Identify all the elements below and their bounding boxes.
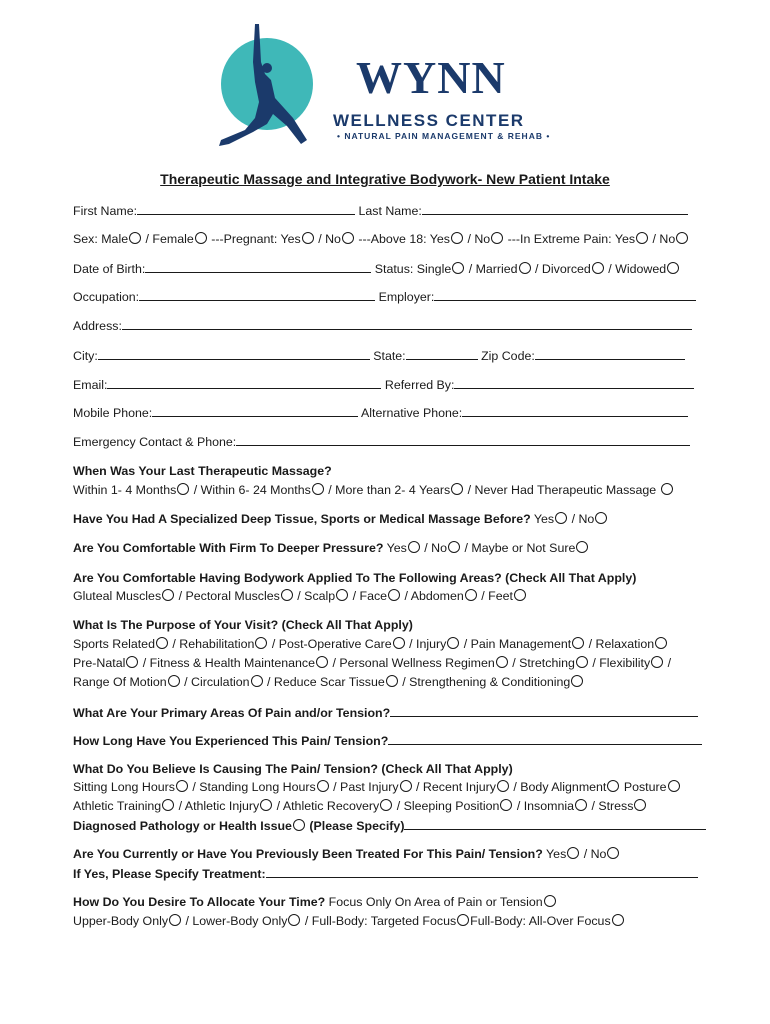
cause-checkbox[interactable] — [634, 799, 646, 811]
purpose-checkbox[interactable] — [496, 656, 508, 668]
emergency-field[interactable] — [236, 434, 690, 446]
pressure-maybe-radio[interactable] — [576, 541, 588, 553]
cause-checkbox[interactable] — [400, 780, 412, 792]
option-label: / Athletic Injury — [178, 799, 260, 813]
treated-no-radio[interactable] — [607, 847, 619, 859]
option-label: Yes — [386, 541, 407, 555]
option-label: / No — [571, 512, 595, 526]
dob-label: Date of Birth: — [73, 262, 146, 276]
option-separator: / — [667, 656, 672, 670]
purpose-checkbox[interactable] — [393, 637, 405, 649]
married-radio[interactable] — [519, 262, 531, 274]
option-label: / Stretching — [512, 656, 575, 670]
cause-checkbox[interactable] — [500, 799, 512, 811]
purpose-row-1 — [73, 637, 668, 651]
above18-no-radio[interactable] — [491, 232, 503, 244]
cause-checkbox[interactable] — [575, 799, 587, 811]
purpose-checkbox[interactable] — [126, 656, 138, 668]
option-label: / Past Injury — [333, 780, 399, 794]
pregnant-no-radio[interactable] — [342, 232, 354, 244]
allocate-radio[interactable] — [544, 895, 556, 907]
purpose-checkbox[interactable] — [255, 637, 267, 649]
causing-row-1 — [73, 780, 681, 794]
option-label: Upper-Body Only — [73, 914, 169, 928]
last-massage-radio[interactable] — [312, 483, 324, 495]
option-label: / Recent Injury — [416, 780, 496, 794]
option-label: / Full-Body: Targeted Focus — [304, 914, 457, 928]
area-checkbox[interactable] — [162, 589, 174, 601]
option-label: / Within 6- 24 Months — [193, 483, 311, 497]
option-label: Focus Only On Area of Pain or Tension — [328, 895, 543, 909]
city-row — [73, 348, 685, 363]
area-checkbox[interactable] — [514, 589, 526, 601]
cause-checkbox[interactable] — [176, 780, 188, 792]
last-massage-radio[interactable] — [451, 483, 463, 495]
pressure-yes-radio[interactable] — [408, 541, 420, 553]
option-label: / Maybe or Not Sure — [464, 541, 576, 555]
allocate-radio[interactable] — [169, 914, 181, 926]
option-label: Yes — [546, 847, 567, 861]
purpose-checkbox[interactable] — [576, 656, 588, 668]
diagnosed-checkbox[interactable] — [293, 819, 305, 831]
specify-label: (Please Specify) — [309, 819, 405, 833]
purpose-checkbox[interactable] — [386, 675, 398, 687]
option-label: Athletic Training — [73, 799, 162, 813]
option-label: / Insomnia — [516, 799, 574, 813]
option-label: Yes — [533, 512, 555, 526]
pressure-no-radio[interactable] — [448, 541, 460, 553]
last-massage-radio[interactable] — [661, 483, 673, 495]
option-label: / No — [583, 847, 607, 861]
pregnant-no-label: / No — [318, 232, 341, 246]
cause-checkbox[interactable] — [497, 780, 509, 792]
purpose-checkbox[interactable] — [651, 656, 663, 668]
brand-subtitle: WELLNESS CENTER — [333, 111, 525, 130]
zip-field[interactable] — [535, 348, 685, 360]
option-label: / Post-Operative Care — [271, 637, 392, 651]
form-title: Therapeutic Massage and Integrative Bodywork- New Patient Intake — [160, 171, 610, 187]
purpose-row-3 — [73, 675, 584, 689]
address-field[interactable] — [122, 318, 692, 330]
phone-row — [73, 405, 688, 420]
single-radio[interactable] — [452, 262, 464, 274]
option-label: / Abdomen — [404, 589, 464, 603]
areas-question: Are You Comfortable Having Bodywork Applied To The Following Areas? (Check All That Apply) — [73, 571, 637, 585]
treatment-field[interactable] — [266, 866, 698, 878]
option-label: Gluteal Muscles — [73, 589, 162, 603]
married-label: / Married — [468, 262, 518, 276]
primary-areas-field[interactable] — [390, 705, 698, 717]
area-checkbox[interactable] — [465, 589, 477, 601]
email-row — [73, 377, 694, 392]
in-pain-no-radio[interactable] — [676, 232, 688, 244]
in-pain-yes-radio[interactable] — [636, 232, 648, 244]
purpose-question: What Is The Purpose of Your Visit? (Check All That Apply) — [73, 618, 413, 632]
option-label: / Pectoral Muscles — [178, 589, 280, 603]
option-label: Full-Body: All-Over Focus — [470, 914, 611, 928]
in-pain-no-label: / No — [652, 232, 676, 246]
last-massage-radio[interactable] — [177, 483, 189, 495]
option-label: / No — [424, 541, 448, 555]
option-label: / Scalp — [297, 589, 336, 603]
treated-question: Are You Currently or Have You Previously Been Treated For This Pain/ Tension? — [73, 847, 543, 861]
widowed-label: / Widowed — [608, 262, 667, 276]
purpose-checkbox[interactable] — [571, 675, 583, 687]
last-massage-question: When Was Your Last Therapeutic Massage? — [73, 464, 332, 478]
purpose-row-2 — [73, 656, 671, 670]
occupation-label: Occupation: — [73, 290, 140, 304]
diagnosed-row — [73, 818, 706, 833]
above18-label: ---Above 18: Yes — [358, 232, 451, 246]
allocate-radio[interactable] — [457, 914, 469, 926]
last-massage-options — [73, 483, 674, 497]
primary-areas-question: What Are Your Primary Areas Of Pain and/or Tension? — [73, 706, 391, 720]
dob-field[interactable] — [145, 261, 371, 273]
area-checkbox[interactable] — [336, 589, 348, 601]
area-checkbox[interactable] — [388, 589, 400, 601]
sex-row — [73, 232, 689, 246]
option-label: / Standing Long Hours — [192, 780, 316, 794]
purpose-checkbox[interactable] — [156, 637, 168, 649]
referred-field[interactable] — [454, 377, 694, 389]
cause-checkbox[interactable] — [317, 780, 329, 792]
purpose-checkbox[interactable] — [316, 656, 328, 668]
occupation-row — [73, 289, 696, 304]
how-long-field[interactable] — [388, 733, 702, 745]
option-label: / More than 2- 4 Years — [328, 483, 451, 497]
male-radio[interactable] — [129, 232, 141, 244]
occupation-field[interactable] — [139, 289, 375, 301]
option-label: / Personal Wellness Regimen — [332, 656, 495, 670]
referred-label: Referred By: — [384, 378, 455, 392]
emergency-row — [73, 434, 690, 449]
state-field[interactable] — [406, 348, 478, 360]
treatment-row — [73, 866, 698, 881]
purpose-checkbox[interactable] — [168, 675, 180, 687]
option-label: / Reduce Scar Tissue — [267, 675, 385, 689]
alt-phone-field[interactable] — [462, 405, 688, 417]
option-label: / Athletic Recovery — [276, 799, 380, 813]
address-row — [73, 318, 692, 333]
causing-question: What Do You Believe Is Causing The Pain/ Tension? (Check All That Apply) — [73, 762, 513, 776]
city-label: City: — [73, 349, 98, 363]
allocate-radio[interactable] — [288, 914, 300, 926]
deep-tissue-no-radio[interactable] — [595, 512, 607, 524]
allocate-question: How Do You Desire To Allocate Your Time? — [73, 895, 326, 909]
above18-yes-radio[interactable] — [451, 232, 463, 244]
above18-no-label: / No — [467, 232, 491, 246]
pregnant-yes-radio[interactable] — [302, 232, 314, 244]
pregnant-label: ---Pregnant: Yes — [211, 232, 301, 246]
diagnosed-label: Diagnosed Pathology or Health Issue — [73, 819, 292, 833]
employer-label: Employer: — [378, 290, 435, 304]
primary-areas-row — [73, 705, 698, 720]
sex-male-label: Sex: Male — [73, 232, 129, 246]
allocate-radio[interactable] — [612, 914, 624, 926]
pressure-question: Are You Comfortable With Firm To Deeper Pressure? — [73, 541, 384, 555]
employer-field[interactable] — [434, 289, 696, 301]
last-name-field[interactable] — [422, 203, 688, 215]
areas-options — [73, 589, 527, 603]
zip-label: Zip Code: — [481, 349, 535, 363]
treated-row — [73, 847, 620, 861]
cause-checkbox[interactable] — [162, 799, 174, 811]
option-label: / Circulation — [184, 675, 250, 689]
email-field[interactable] — [107, 377, 381, 389]
option-label: Sitting Long Hours — [73, 780, 175, 794]
divorced-radio[interactable] — [592, 262, 604, 274]
divorced-label: / Divorced — [535, 262, 591, 276]
allocate-options — [73, 914, 625, 928]
alt-phone-label: Alternative Phone: — [360, 406, 463, 420]
email-label: Email: — [73, 378, 108, 392]
female-radio[interactable] — [195, 232, 207, 244]
dob-row — [73, 261, 680, 276]
option-label: / Never Had Therapeutic Massage — [467, 483, 657, 497]
deep-tissue-yes-radio[interactable] — [555, 512, 567, 524]
option-label: Posture — [623, 780, 667, 794]
state-label: State: — [373, 349, 406, 363]
option-label: / Feet — [481, 589, 513, 603]
city-field[interactable] — [98, 348, 370, 360]
address-label: Address: — [73, 319, 122, 333]
sex-female-label: / Female — [145, 232, 194, 246]
how-long-row — [73, 733, 702, 748]
option-label: Sports Related — [73, 637, 155, 651]
purpose-checkbox[interactable] — [572, 637, 584, 649]
mobile-label: Mobile Phone: — [73, 406, 153, 420]
option-label: / Injury — [409, 637, 447, 651]
treated-yes-radio[interactable] — [567, 847, 579, 859]
option-label: / Strengthening & Conditioning — [402, 675, 571, 689]
option-label: / Stress — [591, 799, 634, 813]
treatment-label: If Yes, Please Specify Treatment: — [73, 867, 266, 881]
option-label: / Flexibility — [592, 656, 651, 670]
option-label: / Sleeping Position — [396, 799, 500, 813]
deep-tissue-question: Have You Had A Specialized Deep Tissue, Sports or Medical Massage Before? — [73, 512, 531, 526]
purpose-checkbox[interactable] — [251, 675, 263, 687]
status-single-label: Status: Single — [374, 262, 452, 276]
first-name-field[interactable] — [137, 203, 355, 215]
cause-checkbox[interactable] — [380, 799, 392, 811]
deep-tissue-row — [73, 512, 608, 526]
brand-tagline: • NATURAL PAIN MANAGEMENT & REHAB • — [337, 131, 551, 141]
in-pain-label: ---In Extreme Pain: Yes — [507, 232, 636, 246]
causing-row-2 — [73, 799, 647, 813]
option-label: / Lower-Body Only — [185, 914, 288, 928]
brand-name: WYNN — [356, 52, 506, 103]
option-label: Within 1- 4 Months — [73, 483, 177, 497]
area-checkbox[interactable] — [281, 589, 293, 601]
purpose-checkbox[interactable] — [447, 637, 459, 649]
option-label: / Fitness & Health Maintenance — [142, 656, 315, 670]
option-label: / Pain Management — [463, 637, 572, 651]
emergency-label: Emergency Contact & Phone: — [73, 435, 237, 449]
option-label: / Body Alignment — [513, 780, 607, 794]
option-label: / Face — [352, 589, 388, 603]
mobile-field[interactable] — [152, 405, 358, 417]
allocate-row — [73, 895, 557, 909]
how-long-question: How Long Have You Experienced This Pain/ Tension? — [73, 734, 389, 748]
option-label: Range Of Motion — [73, 675, 167, 689]
option-label: Pre-Natal — [73, 656, 126, 670]
last-name-label: Last Name: — [358, 204, 422, 218]
cause-checkbox[interactable] — [260, 799, 272, 811]
purpose-checkbox[interactable] — [655, 637, 667, 649]
cause-checkbox[interactable] — [668, 780, 680, 792]
pressure-row — [73, 541, 589, 555]
option-label: / Rehabilitation — [172, 637, 255, 651]
option-label: / Relaxation — [588, 637, 655, 651]
name-row — [73, 203, 688, 218]
cause-checkbox[interactable] — [607, 780, 619, 792]
first-name-label: First Name: — [73, 204, 138, 218]
diagnosed-field[interactable] — [404, 818, 706, 830]
widowed-radio[interactable] — [667, 262, 679, 274]
